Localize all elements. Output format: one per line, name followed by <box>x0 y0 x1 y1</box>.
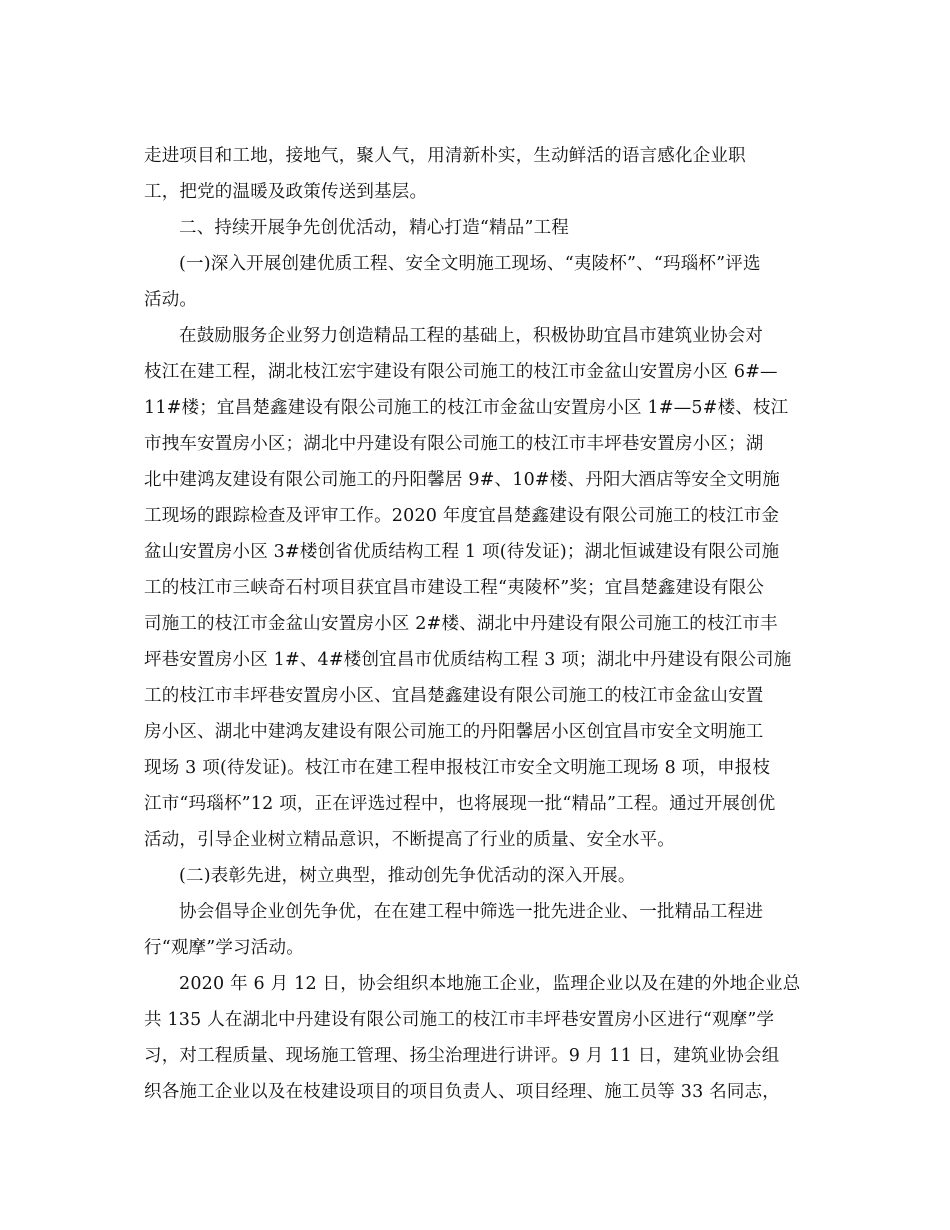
document-body <box>144 138 806 1110</box>
text-line: 江市“玛瑙杯”12 项，正在评选过程中，也将展现一批“精品”工程。通过开展创优 <box>144 794 776 814</box>
text-line: 房小区、湖北中建鸿友建设有限公司施工的丹阳馨居小区创宜昌市安全文明施工 <box>144 722 764 742</box>
text-line: 坪巷安置房小区 1#、4#楼创宜昌市优质结构工程 3 项；湖北中丹建设有限公司施 <box>144 650 792 670</box>
text-line: 北中建鸿友建设有限公司施工的丹阳馨居 9#、10#楼、丹阳大酒店等安全文明施 <box>144 470 780 490</box>
text-line: 枝江在建工程，湖北枝江宏宇建设有限公司施工的枝江市金盆山安置房小区 6#— <box>144 362 778 382</box>
text-line: 习，对工程质量、现场施工管理、扬尘治理进行讲评。9 月 11 日，建筑业协会组 <box>144 1046 780 1066</box>
text-line: 市拽车安置房小区；湖北中丹建设有限公司施工的枝江市丰坪巷安置房小区；湖 <box>144 434 764 454</box>
text-line: 行“观摩”学习活动。 <box>144 938 304 958</box>
text-line: 2020 年 6 月 12 日，协会组织本地施工企业，监理企业以及在建的外地企业总 <box>179 974 801 994</box>
text-line: 走进项目和工地，接地气，聚人气，用清新朴实，生动鲜活的语言感化企业职 <box>144 146 746 166</box>
text-line: 协会倡导企业创先争优，在在建工程中筛选一批先进企业、一批精品工程进 <box>179 902 764 922</box>
text-line: 盆山安置房小区 3#楼创省优质结构工程 1 项(待发证)；湖北恒诚建设有限公司施 <box>144 542 780 562</box>
text-line: (二)表彰先进，树立典型，推动创先争优活动的深入开展。 <box>179 866 636 886</box>
text-line: 工的枝江市三峡奇石村项目获宜昌市建设工程“夷陵杯”奖；宜昌楚鑫建设有限公 <box>144 578 765 598</box>
text-line: 活动。 <box>144 290 198 310</box>
text-line: 工的枝江市丰坪巷安置房小区、宜昌楚鑫建设有限公司施工的枝江市金盆山安置 <box>144 686 764 706</box>
text-line: 二、持续开展争先创优活动，精心打造“精品”工程 <box>179 218 569 238</box>
text-line: 织各施工企业以及在枝建设项目的项目负责人、项目经理、施工员等 33 名同志， <box>144 1082 780 1102</box>
text-line: 活动，引导企业树立精品意识，不断提高了行业的质量、安全水平。 <box>144 830 675 850</box>
text-line: 现场 3 项(待发证)。枝江市在建工程申报枝江市安全文明施工现场 8 项，申报枝 <box>144 758 771 778</box>
text-line: 11#楼；宜昌楚鑫建设有限公司施工的枝江市金盆山安置房小区 1#—5#楼、枝江 <box>144 398 789 418</box>
text-line: 司施工的枝江市金盆山安置房小区 2#楼、湖北中丹建设有限公司施工的枝江市丰 <box>144 614 778 634</box>
text-line: 共 135 人在湖北中丹建设有限公司施工的枝江市丰坪巷安置房小区进行“观摩”学 <box>144 1010 775 1030</box>
text-line: 在鼓励服务企业努力创造精品工程的基础上，积极协助宜昌市建筑业协会对 <box>179 326 764 346</box>
text-line: 工，把党的温暖及政策传送到基层。 <box>144 182 428 202</box>
text-line: 工现场的跟踪检查及评审工作。2020 年度宜昌楚鑫建设有限公司施工的枝江市金 <box>144 506 780 526</box>
text-line: (一)深入开展创建优质工程、安全文明施工现场、“夷陵杯”、“玛瑙杯”评选 <box>179 254 761 274</box>
